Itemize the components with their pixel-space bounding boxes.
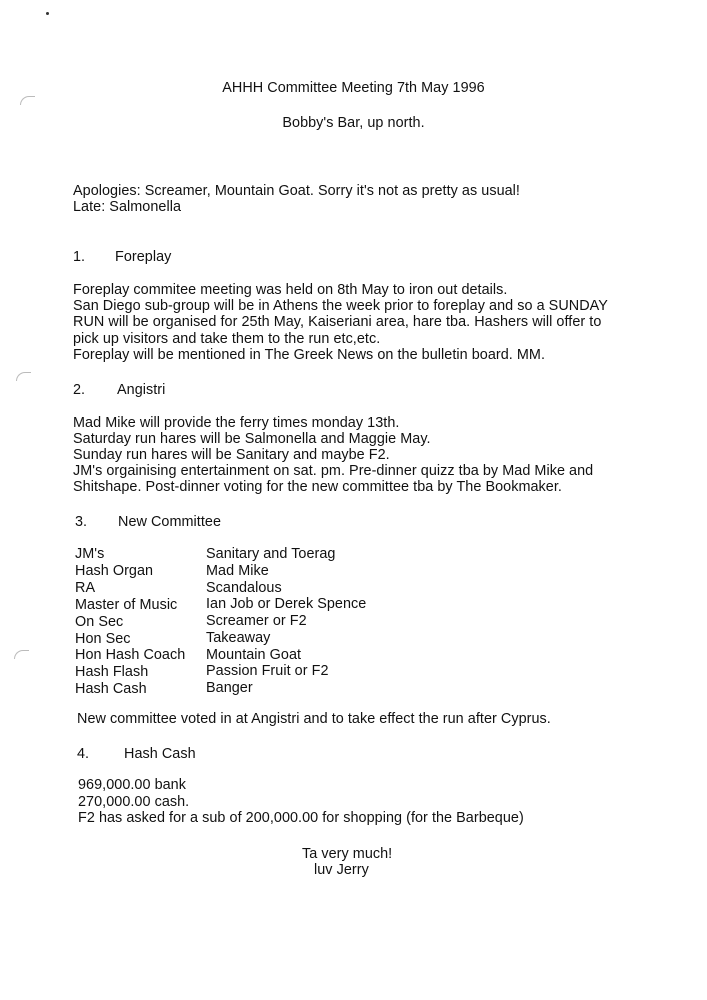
- signoff-thanks: Ta very much!: [302, 846, 393, 862]
- role-label: Hash Organ: [75, 563, 154, 579]
- signoff-signature: luv Jerry: [314, 862, 369, 878]
- section-number: 3.: [75, 514, 88, 530]
- role-holder: Banger: [206, 680, 253, 696]
- role-label: Hon Hash Coach: [75, 647, 186, 663]
- paragraph-line: 969,000.00 bank: [78, 777, 186, 793]
- apologies-line: Apologies: Screamer, Mountain Goat. Sorry it's not as pretty as usual!: [73, 183, 520, 199]
- section-number: 2.: [73, 382, 86, 398]
- punch-hole-mark: [14, 650, 29, 659]
- committee-note: New committee voted in at Angistri and to take effect the run after Cyprus.: [77, 711, 551, 727]
- paragraph-line: JM's orgainising entertainment on sat. pm. Pre-dinner quizz tba by Mad Mike and: [73, 463, 594, 479]
- paragraph-line: F2 has asked for a sub of 200,000.00 for shopping (for the Barbeque): [78, 810, 524, 826]
- paragraph-line: Foreplay commitee meeting was held on 8th May to iron out details.: [73, 282, 508, 298]
- punch-hole-mark: [20, 96, 35, 105]
- paragraph-line: Saturday run hares will be Salmonella and Maggie May.: [73, 431, 431, 447]
- role-holder: Mad Mike: [206, 563, 269, 579]
- meeting-title: AHHH Committee Meeting 7th May 1996: [222, 80, 485, 96]
- paragraph-line: San Diego sub-group will be in Athens the week prior to foreplay and so a SUNDAY: [73, 298, 608, 314]
- paragraph-line: Foreplay will be mentioned in The Greek News on the bulletin board. MM.: [73, 347, 546, 363]
- paragraph-line: Shitshape. Post-dinner voting for the new committee tba by The Bookmaker.: [73, 479, 562, 495]
- role-holder: Ian Job or Derek Spence: [206, 596, 367, 612]
- role-label: RA: [75, 580, 96, 596]
- paragraph-line: Sunday run hares will be Sanitary and maybe F2.: [73, 447, 390, 463]
- role-holder: Passion Fruit or F2: [206, 663, 329, 679]
- role-holder: Takeaway: [206, 630, 271, 646]
- section-heading: Angistri: [117, 382, 166, 398]
- paragraph-line: RUN will be organised for 25th May, Kaiseriani area, hare tba. Hashers will offer to: [73, 314, 602, 330]
- punch-hole-mark: [16, 372, 31, 381]
- paragraph-line: 270,000.00 cash.: [78, 794, 190, 810]
- section-heading: Hash Cash: [124, 746, 196, 762]
- role-label: Hon Sec: [75, 631, 131, 647]
- role-holder: Scandalous: [206, 580, 282, 596]
- role-holder: Sanitary and Toerag: [206, 546, 336, 562]
- role-holder: Screamer or F2: [206, 613, 307, 629]
- role-label: Hash Flash: [75, 664, 149, 680]
- role-label: On Sec: [75, 614, 124, 630]
- section-heading: New Committee: [118, 514, 222, 530]
- scan-speck: [46, 12, 49, 15]
- section-number: 1.: [73, 249, 86, 265]
- role-label: Hash Cash: [75, 681, 147, 697]
- section-number: 4.: [77, 746, 90, 762]
- section-heading: Foreplay: [115, 249, 172, 265]
- paragraph-line: pick up visitors and take them to the run etc,etc.: [73, 331, 381, 347]
- role-label: Master of Music: [75, 597, 178, 613]
- late-line: Late: Salmonella: [73, 199, 181, 215]
- meeting-location: Bobby's Bar, up north.: [282, 115, 425, 131]
- role-label: JM's: [75, 546, 105, 562]
- role-holder: Mountain Goat: [206, 647, 302, 663]
- paragraph-line: Mad Mike will provide the ferry times monday 13th.: [73, 415, 400, 431]
